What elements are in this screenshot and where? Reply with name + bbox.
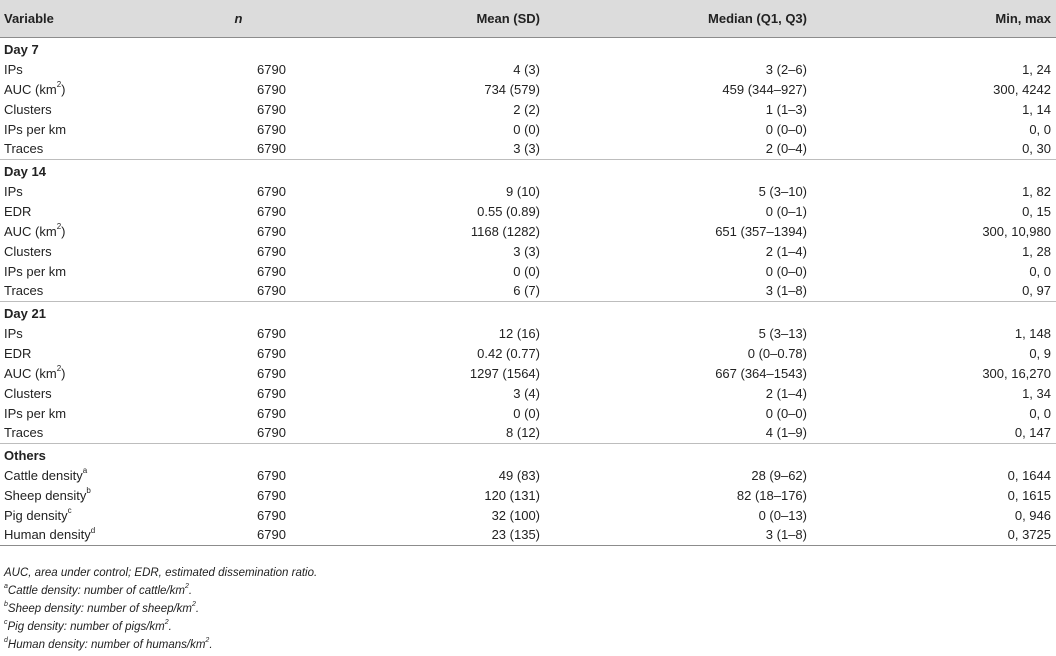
cell-n: 6790 bbox=[257, 345, 286, 361]
cell-variable bbox=[0, 363, 175, 383]
table-row bbox=[0, 363, 1056, 383]
variable-label: Clusters bbox=[4, 385, 52, 401]
table-row bbox=[0, 119, 1056, 139]
cell-min-max: 0, 0 bbox=[1029, 263, 1051, 279]
cell-min-max: 0, 9 bbox=[1029, 345, 1051, 361]
variable-superscript: a bbox=[82, 466, 88, 476]
cell-median-q1-q3: 5 (3–13) bbox=[758, 325, 807, 341]
cell-variable bbox=[0, 505, 175, 525]
header-n: n bbox=[175, 0, 300, 37]
variable-label: EDR bbox=[4, 203, 32, 219]
cell-median-q1-q3: 2 (1–4) bbox=[765, 385, 807, 401]
table-header bbox=[0, 0, 1056, 37]
cell-n: 6790 bbox=[257, 243, 286, 259]
cell-mean-sd: 9 (10) bbox=[506, 183, 540, 199]
cell-min-max: 1, 24 bbox=[1022, 61, 1051, 77]
cell-variable bbox=[0, 323, 175, 343]
variable-label: Traces bbox=[4, 141, 44, 157]
footnote-text: Cattle density: number of cattle/km bbox=[7, 585, 185, 597]
cell-variable bbox=[0, 221, 175, 241]
footnote bbox=[4, 564, 317, 582]
table-row bbox=[0, 59, 1056, 79]
header-row bbox=[0, 0, 1056, 37]
cell-median-q1-q3: 2 (0–4) bbox=[765, 141, 807, 157]
footnote-text: Pig density: number of pigs/km bbox=[7, 621, 165, 633]
cell-variable bbox=[0, 261, 175, 281]
section-title: Day 21 bbox=[0, 301, 1056, 323]
footnote-superscript: 2 bbox=[192, 601, 196, 609]
cell-variable bbox=[0, 181, 175, 201]
cell-mean-sd: 4 (3) bbox=[513, 61, 540, 77]
cell-median-q1-q3: 1 (1–3) bbox=[765, 101, 807, 117]
cell-mean-sd: 0 (0) bbox=[513, 121, 540, 137]
footnote-end: . bbox=[195, 603, 200, 615]
footnote-superscript: 2 bbox=[205, 637, 210, 645]
cell-n: 6790 bbox=[257, 203, 286, 219]
table-row bbox=[0, 423, 1056, 443]
variable-superscript: 2 bbox=[56, 80, 62, 90]
cell-variable bbox=[0, 99, 175, 119]
cell-n: 6790 bbox=[257, 425, 286, 441]
footnote-mark: c bbox=[4, 619, 8, 627]
table-row bbox=[0, 525, 1056, 545]
table-footnotes bbox=[4, 564, 317, 654]
cell-mean-sd: 0.55 (0.89) bbox=[477, 203, 540, 219]
cell-min-max: 1, 148 bbox=[1014, 325, 1051, 341]
table-row bbox=[0, 485, 1056, 505]
variable-label: IPs per km bbox=[4, 405, 67, 421]
cell-median-q1-q3: 459 (344–927) bbox=[722, 81, 807, 97]
cell-median-q1-q3: 5 (3–10) bbox=[758, 183, 807, 199]
cell-n: 6790 bbox=[257, 121, 286, 137]
cell-mean-sd: 734 (579) bbox=[484, 81, 540, 97]
cell-variable bbox=[0, 119, 175, 139]
section-header-row bbox=[0, 159, 1056, 181]
table-row bbox=[0, 281, 1056, 301]
cell-n: 6790 bbox=[257, 223, 286, 239]
table-body bbox=[0, 37, 1056, 545]
cell-min-max: 300, 10,980 bbox=[982, 223, 1051, 239]
cell-n: 6790 bbox=[257, 183, 286, 199]
table-row bbox=[0, 241, 1056, 261]
cell-mean-sd: 32 (100) bbox=[491, 507, 540, 523]
cell-min-max: 0, 97 bbox=[1022, 283, 1051, 299]
cell-min-max: 0, 15 bbox=[1022, 203, 1051, 219]
cell-n: 6790 bbox=[257, 487, 286, 503]
variable-label: Traces bbox=[4, 283, 44, 299]
section-header-row bbox=[0, 301, 1056, 323]
header-mean-sd: Mean (SD) bbox=[300, 0, 570, 37]
table-row bbox=[0, 505, 1056, 525]
footnote-text: AUC, area under control; EDR, estimated dissemination ratio. bbox=[4, 567, 318, 579]
table-row bbox=[0, 323, 1056, 343]
cell-n: 6790 bbox=[257, 283, 286, 299]
cell-mean-sd: 1297 (1564) bbox=[469, 365, 540, 381]
cell-mean-sd: 23 (135) bbox=[300, 525, 570, 545]
cell-median-q1-q3: 0 (0–0) bbox=[765, 121, 807, 137]
cell-variable bbox=[0, 485, 175, 505]
variable-suffix: ) bbox=[61, 223, 66, 239]
variable-label: Pig density bbox=[4, 507, 68, 523]
cell-min-max: 0, 1615 bbox=[1007, 487, 1051, 503]
table-row bbox=[0, 403, 1056, 423]
cell-variable bbox=[0, 423, 175, 443]
cell-n: 6790 bbox=[257, 61, 286, 77]
table-row bbox=[0, 139, 1056, 159]
cell-mean-sd: 49 (83) bbox=[498, 467, 540, 483]
variable-superscript: c bbox=[67, 506, 72, 516]
cell-n: 6790 bbox=[257, 263, 286, 279]
table-row bbox=[0, 261, 1056, 281]
footnote-mark: a bbox=[4, 583, 8, 591]
cell-min-max: 1, 82 bbox=[1022, 183, 1051, 199]
variable-label: Human density bbox=[4, 527, 91, 543]
cell-n: 6790 bbox=[257, 507, 286, 523]
section-title: Day 14 bbox=[0, 159, 1056, 181]
footnote-end: . bbox=[168, 621, 172, 633]
cell-min-max: 1, 34 bbox=[1022, 385, 1051, 401]
cell-variable bbox=[0, 241, 175, 261]
variable-label: IPs bbox=[4, 61, 23, 77]
cell-mean-sd: 3 (3) bbox=[513, 243, 540, 259]
cell-median-q1-q3: 3 (2–6) bbox=[765, 61, 807, 77]
cell-median-q1-q3: 667 (364–1543) bbox=[715, 365, 807, 381]
variable-superscript: 2 bbox=[56, 222, 62, 232]
footnote bbox=[4, 582, 317, 600]
cell-min-max: 1, 14 bbox=[1022, 101, 1051, 117]
cell-mean-sd: 6 (7) bbox=[513, 283, 540, 299]
cell-variable bbox=[0, 525, 175, 545]
footnote bbox=[4, 600, 317, 618]
cell-min-max: 0, 30 bbox=[1022, 141, 1051, 157]
cell-median-q1-q3: 0 (0–1) bbox=[765, 203, 807, 219]
cell-min-max: 0, 147 bbox=[1014, 425, 1051, 441]
header-min-max: Min, max bbox=[845, 0, 1056, 37]
header-median-q1-q3: Median (Q1, Q3) bbox=[570, 0, 845, 37]
variable-label: IPs per km bbox=[4, 263, 67, 279]
variable-label: IPs bbox=[4, 183, 23, 199]
variable-label: Cattle density bbox=[4, 467, 83, 483]
cell-median-q1-q3: 0 (0–13) bbox=[758, 507, 807, 523]
variable-suffix: ) bbox=[61, 81, 66, 97]
cell-variable bbox=[0, 281, 175, 301]
cell-mean-sd: 8 (12) bbox=[506, 425, 540, 441]
cell-min-max: 0, 0 bbox=[1029, 121, 1051, 137]
cell-median-q1-q3: 3 (1–8) bbox=[765, 283, 807, 299]
table-row bbox=[0, 383, 1056, 403]
variable-superscript: b bbox=[86, 486, 91, 496]
cell-variable bbox=[0, 403, 175, 423]
cell-min-max: 300, 4242 bbox=[993, 81, 1051, 97]
cell-median-q1-q3: 0 (0–0) bbox=[765, 263, 807, 279]
table-row bbox=[0, 221, 1056, 241]
footnote-superscript: 2 bbox=[164, 619, 169, 627]
cell-variable bbox=[0, 139, 175, 159]
section-header-row bbox=[0, 443, 1056, 465]
section-title: Others bbox=[0, 443, 1056, 465]
variable-label: AUC (km bbox=[4, 223, 57, 239]
cell-min-max: 0, 1644 bbox=[1007, 467, 1051, 483]
cell-n: 6790 bbox=[257, 101, 286, 117]
footnote bbox=[4, 636, 317, 654]
cell-mean-sd: 3 (4) bbox=[513, 385, 540, 401]
cell-variable bbox=[0, 59, 175, 79]
cell-median-q1-q3: 3 (1–8) bbox=[570, 525, 845, 545]
cell-n: 6790 bbox=[257, 385, 286, 401]
footnote-superscript: 2 bbox=[184, 583, 189, 591]
cell-median-q1-q3: 4 (1–9) bbox=[765, 425, 807, 441]
table-row bbox=[0, 99, 1056, 119]
cell-n: 6790 bbox=[257, 405, 286, 421]
cell-median-q1-q3: 28 (9–62) bbox=[751, 467, 807, 483]
cell-variable bbox=[0, 79, 175, 99]
cell-median-q1-q3: 82 (18–176) bbox=[736, 487, 807, 503]
cell-median-q1-q3: 0 (0–0.78) bbox=[747, 345, 807, 361]
table-row bbox=[0, 201, 1056, 221]
section-header-row bbox=[0, 37, 1056, 59]
cell-mean-sd: 2 (2) bbox=[513, 101, 540, 117]
cell-min-max: 0, 946 bbox=[1014, 507, 1051, 523]
cell-mean-sd: 0 (0) bbox=[513, 263, 540, 279]
cell-mean-sd: 3 (3) bbox=[513, 141, 540, 157]
variable-suffix: ) bbox=[61, 365, 66, 381]
footnote-mark: d bbox=[4, 637, 8, 645]
cell-n: 6790 bbox=[257, 365, 286, 381]
cell-median-q1-q3: 2 (1–4) bbox=[765, 243, 807, 259]
variable-label: Clusters bbox=[4, 243, 52, 259]
cell-min-max: 0, 3725 bbox=[845, 525, 1056, 545]
cell-median-q1-q3: 0 (0–0) bbox=[765, 405, 807, 421]
cell-variable bbox=[0, 383, 175, 403]
cell-mean-sd: 120 (131) bbox=[484, 487, 540, 503]
footnote-mark: b bbox=[4, 601, 8, 609]
table-row bbox=[0, 181, 1056, 201]
footnote-text: Human density: number of humans/km bbox=[7, 639, 206, 651]
footnote-end: . bbox=[188, 585, 193, 597]
footnote bbox=[4, 618, 317, 636]
cell-variable bbox=[0, 201, 175, 221]
cell-mean-sd: 0.42 (0.77) bbox=[477, 345, 540, 361]
variable-label: Clusters bbox=[4, 101, 52, 117]
cell-n: 6790 bbox=[175, 525, 300, 545]
table-row bbox=[0, 79, 1056, 99]
table-row bbox=[0, 465, 1056, 485]
section-title: Day 7 bbox=[4, 41, 39, 57]
variable-label: AUC (km bbox=[4, 365, 57, 381]
variable-label: Sheep density bbox=[4, 487, 87, 503]
variable-superscript: 2 bbox=[56, 364, 62, 374]
variable-label: Traces bbox=[4, 425, 44, 441]
cell-min-max: 300, 16,270 bbox=[982, 365, 1051, 381]
cell-mean-sd: 12 (16) bbox=[498, 325, 540, 341]
cell-n: 6790 bbox=[257, 81, 286, 97]
table-row bbox=[0, 343, 1056, 363]
cell-variable bbox=[0, 343, 175, 363]
cell-n: 6790 bbox=[257, 141, 286, 157]
variable-label: IPs bbox=[4, 325, 23, 341]
footnote-end: . bbox=[209, 639, 213, 651]
variable-label: EDR bbox=[4, 345, 32, 361]
header-variable: Variable bbox=[0, 0, 175, 37]
cell-variable bbox=[0, 465, 175, 485]
cell-min-max: 0, 0 bbox=[1029, 405, 1051, 421]
footnote-text: Sheep density: number of sheep/km bbox=[7, 603, 193, 615]
cell-median-q1-q3: 651 (357–1394) bbox=[715, 223, 807, 239]
cell-min-max: 1, 28 bbox=[1022, 243, 1051, 259]
variable-label: IPs per km bbox=[4, 121, 67, 137]
cell-n: 6790 bbox=[257, 325, 286, 341]
variable-label: AUC (km bbox=[4, 81, 57, 97]
variable-superscript: d bbox=[90, 525, 96, 535]
cell-mean-sd: 1168 (1282) bbox=[470, 223, 540, 239]
cell-n: 6790 bbox=[257, 467, 286, 483]
cell-mean-sd: 0 (0) bbox=[513, 405, 540, 421]
